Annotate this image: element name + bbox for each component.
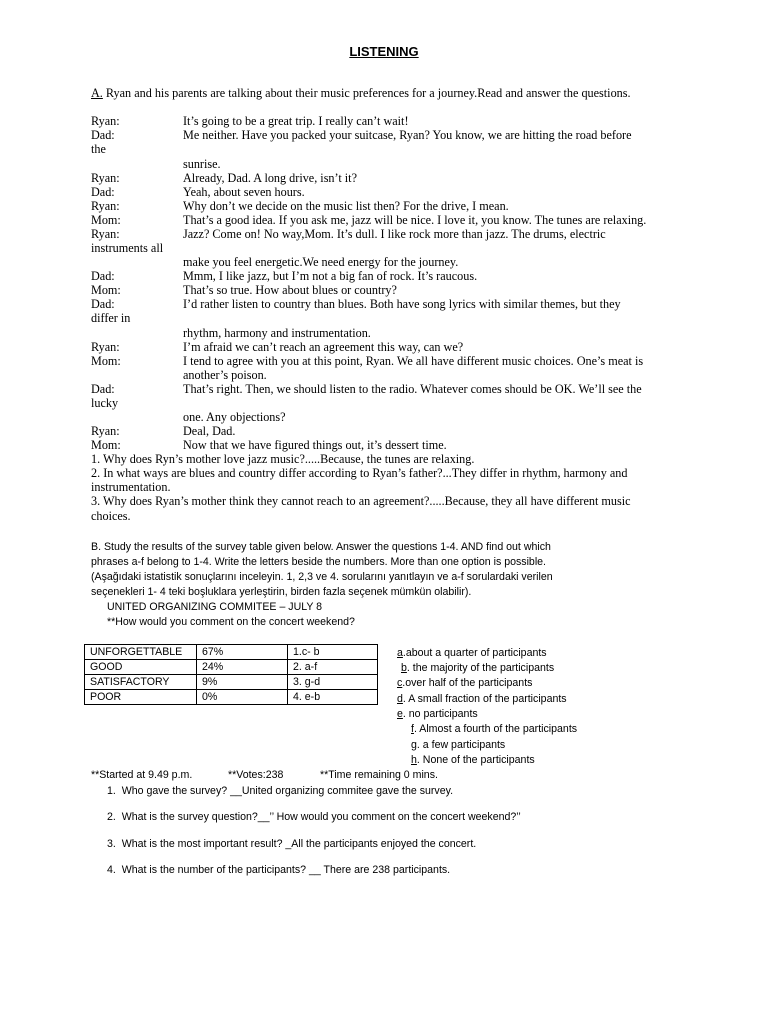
speaker: Dad: [91, 382, 115, 396]
question-item [107, 838, 476, 850]
speaker: Ryan: [91, 171, 120, 185]
line-text: sunrise. [183, 157, 221, 171]
speaker: Ryan: [91, 199, 120, 213]
speaker: the [91, 142, 106, 156]
question-line: 3. Why does Ryan’s mother think they cannot reach to an agreement?.....Because, they all have different music [91, 494, 631, 508]
question-text: What is the number of the participants? __ There are 238 participants. [121, 864, 451, 876]
option-text: . Almost a fourth of the participants [413, 723, 578, 735]
answer-cell: 2. a-f [288, 660, 378, 675]
section-b-intro-line: (Aşağıdaki istatistik sonuçlarını inceleyin. 1, 2,3 ve 4. sorularını yanıtlayın ve a-f sorulardaki verilen [91, 571, 553, 583]
rating-cell: POOR [85, 690, 197, 705]
started-time: **Started at 9.49 p.m. [91, 769, 193, 781]
speaker: differ in [91, 311, 131, 325]
table-row [85, 675, 378, 690]
line-text: make you feel energetic.We need energy for the journey. [183, 255, 459, 269]
option-letter: c [397, 677, 403, 689]
page-title: LISTENING [349, 44, 419, 59]
question-item [107, 811, 521, 823]
option-letter: d [397, 693, 403, 705]
option-item [397, 677, 532, 689]
option-item [401, 662, 554, 674]
line-text: I’d rather listen to country than blues. Both have song lyrics with similar themes, but they [183, 297, 621, 311]
line-text: Me neither. Have you packed your suitcase, Ryan? You know, we are hitting the road before [183, 128, 632, 142]
option-item [397, 647, 547, 659]
option-item [397, 708, 478, 720]
question-text: Who gave the survey? __United organizing commitee gave the survey. [121, 785, 454, 797]
line-text: That’s so true. How about blues or country? [183, 283, 397, 297]
line-text: one. Any objections? [183, 410, 286, 424]
speaker: Dad: [91, 185, 115, 199]
percent-cell: 0% [197, 690, 288, 705]
option-text: .about a quarter of participants [402, 647, 547, 659]
option-letter: g [411, 739, 417, 751]
line-text: I’m afraid we can’t reach an agreement this way, can we? [183, 340, 464, 354]
option-text: . A small fraction of the participants [402, 693, 567, 705]
line-text: Now that we have figured things out, it’s dessert time. [183, 438, 447, 452]
speaker: instruments all [91, 241, 164, 255]
survey-table [84, 644, 378, 705]
table-row [85, 690, 378, 705]
section-b-intro-line: phrases a-f belong to 1-4. Write the letters beside the numbers. More than one option is possible. [91, 556, 547, 568]
line-text: It’s going to be a great trip. I really can’t wait! [183, 114, 409, 128]
survey-question-heading: **How would you comment on the concert weekend? [107, 616, 355, 628]
rating-cell: GOOD [85, 660, 197, 675]
option-text: . the majority of the participants [406, 662, 555, 674]
option-letter: f [411, 723, 414, 735]
section-a-letter: A. [91, 86, 103, 100]
time-remaining: **Time remaining 0 mins. [320, 769, 438, 781]
question-text: What is the survey question?__’’ How would you comment on the concert weekend?’’ [121, 811, 521, 823]
percent-cell: 9% [197, 675, 288, 690]
table-row [85, 645, 378, 660]
speaker: Ryan: [91, 424, 120, 438]
option-letter: a [397, 647, 403, 659]
question-number: 4. [107, 864, 122, 876]
line-text: rhythm, harmony and instrumentation. [183, 326, 371, 340]
option-item [411, 739, 505, 751]
section-b-intro-line: seçenekleri 1- 4 teki boşluklara yerleştirin, birden fazla seçenek mümkün olabilir). [91, 586, 472, 598]
line-text: That’s right. Then, we should listen to the radio. Whatever comes should be OK. We’ll see the [183, 382, 642, 396]
option-item [411, 754, 535, 766]
option-text: . None of the participants [416, 754, 535, 766]
option-text: . a few participants [416, 739, 506, 751]
speaker: Mom: [91, 283, 121, 297]
option-letter: b [401, 662, 407, 674]
speaker: Dad: [91, 297, 115, 311]
option-letter: h [411, 754, 417, 766]
line-text: I tend to agree with you at this point, Ryan. We all have different music choices. One’s meat is [183, 354, 644, 368]
line-text: Deal, Dad. [183, 424, 236, 438]
line-text: Why don’t we decide on the music list then? For the drive, I mean. [183, 199, 509, 213]
section-a-intro [91, 86, 631, 101]
committee-heading: UNITED ORGANIZING COMMITEE – JULY 8 [107, 601, 323, 613]
rating-cell: SATISFACTORY [85, 675, 197, 690]
question-number: 3. [107, 838, 122, 850]
line-text: That’s a good idea. If you ask me, jazz will be nice. I love it, you know. The tunes are relaxing. [183, 213, 647, 227]
speaker: lucky [91, 396, 119, 410]
table-row [85, 660, 378, 675]
speaker: Mom: [91, 438, 121, 452]
section-a-intro-text: Ryan and his parents are talking about their music preferences for a journey.Read and answer the questions. [102, 86, 631, 100]
rating-cell: UNFORGETTABLE [85, 645, 197, 660]
question-line: choices. [91, 509, 131, 523]
option-text: . no participants [402, 708, 478, 720]
option-item [397, 693, 567, 705]
option-item [411, 723, 577, 735]
answer-cell: 4. e-b [288, 690, 378, 705]
question-text: What is the most important result? _All the participants enjoyed the concert. [121, 838, 477, 850]
question-number: 2. [107, 811, 122, 823]
speaker: Ryan: [91, 340, 120, 354]
speaker: Dad: [91, 128, 115, 142]
question-item [107, 864, 450, 876]
speaker: Ryan: [91, 227, 120, 241]
vote-count: **Votes:238 [228, 769, 284, 781]
question-line: 1. Why does Ryn’s mother love jazz music?.....Because, the tunes are relaxing. [91, 452, 475, 466]
speaker: Ryan: [91, 114, 120, 128]
line-text: Yeah, about seven hours. [183, 185, 305, 199]
option-text: .over half of the participants [402, 677, 533, 689]
answer-cell: 3. g-d [288, 675, 378, 690]
line-text: Jazz? Come on! No way,Mom. It’s dull. I like rock more than jazz. The drums, electric [183, 227, 606, 241]
percent-cell: 24% [197, 660, 288, 675]
line-text: Mmm, I like jazz, but I’m not a big fan of rock. It’s raucous. [183, 269, 478, 283]
question-item [107, 785, 453, 797]
answer-cell: 1.c- b [288, 645, 378, 660]
question-line: instrumentation. [91, 480, 171, 494]
percent-cell: 67% [197, 645, 288, 660]
speaker: Dad: [91, 269, 115, 283]
question-line: 2. In what ways are blues and country differ according to Ryan’s father?...They differ in rhythm, harmony and [91, 466, 628, 480]
section-b-intro-line: B. Study the results of the survey table given below. Answer the questions 1-4. AND find out which [91, 541, 551, 553]
option-letter: e [397, 708, 403, 720]
line-text: Already, Dad. A long drive, isn’t it? [183, 171, 357, 185]
speaker: Mom: [91, 354, 121, 368]
line-text: another’s poison. [183, 368, 267, 382]
speaker: Mom: [91, 213, 121, 227]
question-number: 1. [107, 785, 122, 797]
